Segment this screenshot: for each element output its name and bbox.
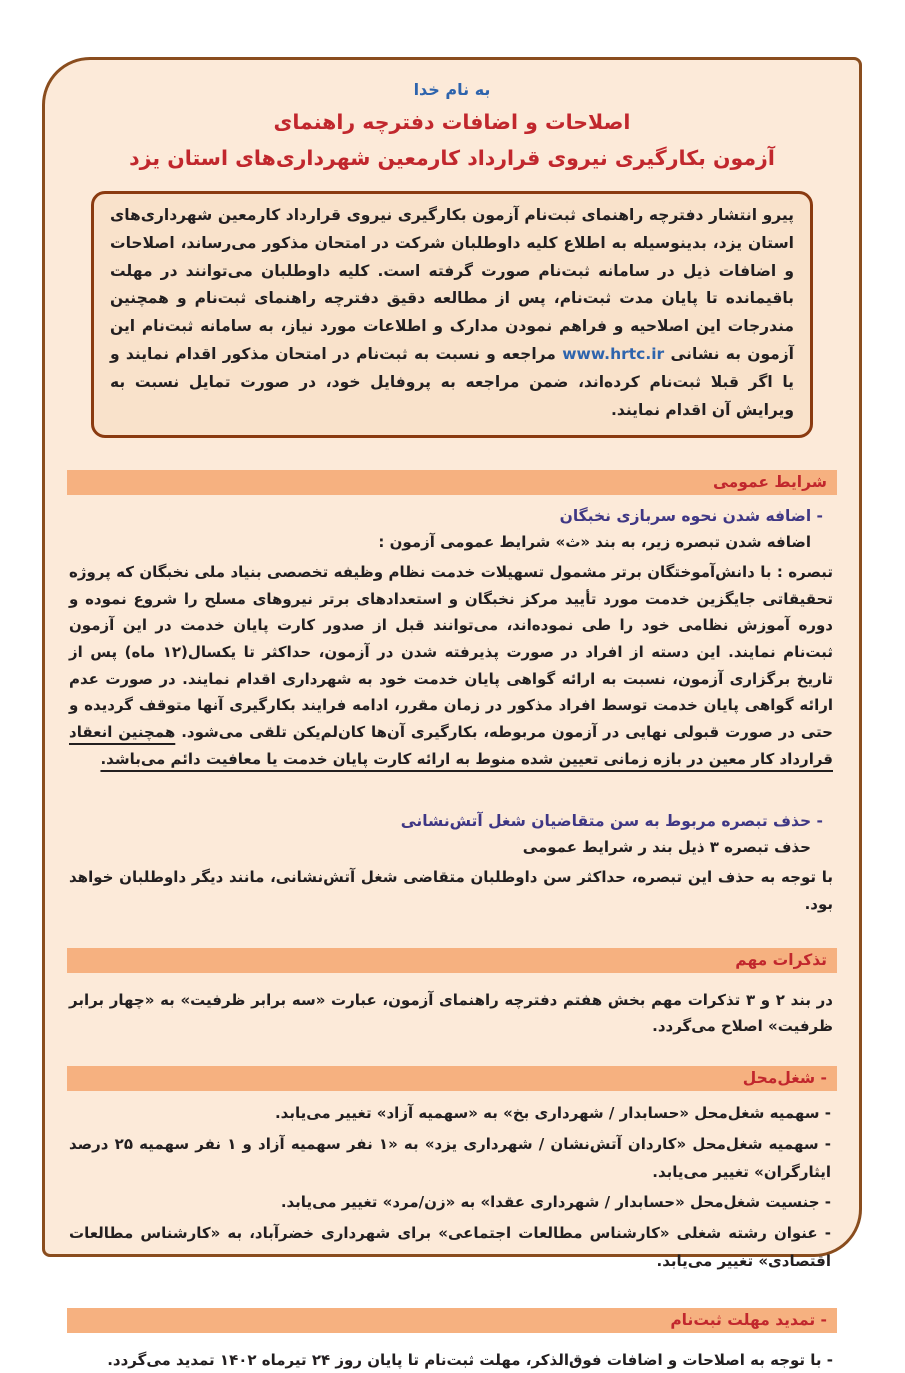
paragraph-important-notes: در بند ۲ و ۳ تذکرات مهم بخش هفتم دفترچه راهنمای آزمون، عبارت «سه برابر ظرفیت» به «چهار برابر ظرفیت» اصلاح می‌گردد. — [69, 990, 834, 1036]
job-change-item-firefighter-yazd: - سهمیه شغل‌محل «کاردان آتش‌نشان / شهرداری یزد» به «۱ نفر سهمیه آزاد و ۱ نفر سهمیه ۲۵ درصد ایثارگران» تغییر می‌یابد. — [69, 1134, 831, 1181]
section-header-important-notes: تذکرات مهم — [67, 948, 837, 973]
section-header-registration-extension: - تمدید مهلت ثبت‌نام — [67, 1308, 837, 1333]
subsection-lead-firefighter-age-note-removal: حذف تبصره ۳ ذیل بند ر شرایط عمومی — [522, 838, 811, 857]
paragraph-elite-body: تبصره : با دانش‌آموختگان برتر مشمول تسهیلات خدمت نظام وظیفه تخصصی بنیاد ملی نخبگان که پروژه تحقیقاتی جایگزین خدمت مورد تأیید مرکز نخبگان و استعدادهای برتر نیروهای مسلح را شروع نموده و دوره آموزش نظامی خود را طی نموده‌اند، می‌توانند قبل از صدور کارت پایان خدمت در این آزمون ثبت‌نام نمایند. این دسته از افراد در صورت پذیرفته شدن در آزمون، حداکثر تا یکسال(۱۲ ماه) پس از تاریخ برگزاری آزمون، نسبت به ارائه گواهی پایان خدمت خود به شهرداری اقدام نمایند. در صورت عدم ارائه گواهی پایان خدمت توسط افراد مذکور در زمان مقرر، ادامه فرایند بکارگیری آنها متوقف گردیده و حتی در صورت قبولی نهایی در آزمون مربوطه، بکارگیری آن‌ها کان‌لم‌یکن تلقی می‌شود. — [69, 562, 833, 741]
subsection-lead-elite-military-service: اضافه شدن تبصره زیر، به بند «ث» شرایط عمومی آزمون : — [378, 532, 811, 551]
document-title-line1: اصلاحات و اضافات دفترچه راهنمای — [273, 110, 631, 134]
registration-url-link[interactable]: www.hrtc.ir — [562, 345, 665, 364]
job-change-item-accountant-bakh: - سهمیه شغل‌محل «حسابدار / شهرداری بخ» به «سهمیه آزاد» تغییر می‌یابد. — [274, 1104, 831, 1123]
bismillah-text: به نام خدا — [413, 80, 491, 99]
job-change-item-social-studies-khezrabad: - عنوان رشته شغلی «کارشناس مطالعات اجتماعی» برای شهرداری خضرآباد، به «کارشناس مطالعات اقتصادی» تغییر می‌یابد. — [69, 1224, 831, 1270]
section-header-general-conditions: شرایط عمومی — [67, 470, 837, 495]
job-change-item-accountant-aqda: - جنسیت شغل‌محل «حسابدار / شهرداری عقدا» به «زن/مرد» تغییر می‌یابد. — [280, 1193, 831, 1212]
paragraph-elite-military-service — [67, 551, 837, 773]
intro-text-after-link: مراجعه و نسبت به ثبت‌نام در امتحان مذکور اقدام نمایند و یا اگر قبلا ثبت‌نام کرده‌اند، ضمن مراجعه به پروفایل خود، در صورت تمایل نسبت به ویرایش آن اقدام نمایند. — [110, 345, 794, 419]
document-title-line2: آزمون بکارگیری نیروی قرارداد کارمعین شهرداری‌های استان یزد — [129, 145, 775, 170]
paragraph-firefighter-age-note-removal: با توجه به حذف این تبصره، حداکثر سن داوطلبان متقاضی شغل آتش‌نشانی، مانند دیگر داوطلبان خواهد بود. — [69, 868, 833, 914]
intro-text-before-link: پیرو انتشار دفترچه راهنمای ثبت‌نام آزمون بکارگیری نیروی قرارداد کارمعین شهرداری‌های استان یزد، بدینوسیله به اطلاع کلیه داوطلبان شرکت در امتحان مذکور می‌رساند، اصلاحات و اضافات ذیل در سامانه ثبت‌نام صورت گرفته است. کلیه داوطلبان می‌توانند در مهلت باقیمانده تا پایان مدت ثبت‌نام، پس از مطالعه دقیق دفترچه راهنمای ثبت‌نام و همچنین مندرجات این اصلاحیه و فراهم نمودن مدارک و اطلاعات مورد نیاز، به سامانه ثبت‌نام این آزمون به نشانی — [110, 205, 794, 364]
page-container — [42, 57, 862, 1369]
paragraph-registration-extension: - با توجه به اصلاحات و اضافات فوق‌الذکر، مهلت ثبت‌نام تا پایان روز ۲۴ تیرماه ۱۴۰۲ تمدید می‌گردد. — [107, 1350, 833, 1369]
subsection-title-elite-military-service: - اضافه شدن نحوه سربازی نخبگان — [559, 506, 823, 525]
document-title — [67, 105, 837, 177]
section-header-job-locations: - شغل‌محل — [67, 1066, 837, 1091]
intro-box — [91, 191, 813, 438]
subsection-title-firefighter-age-note-removal: - حذف تبصره مربوط به سن متقاضیان شغل آتش‌نشانی — [400, 812, 823, 831]
spacer — [67, 772, 837, 806]
underlined-contract-condition: همچنین انعقاد قرارداد کار معین در بازه زمانی تعیین شده منوط به ارائه کارت پایان خدمت یا معافیت دائم می‌باشد. — [69, 723, 833, 768]
